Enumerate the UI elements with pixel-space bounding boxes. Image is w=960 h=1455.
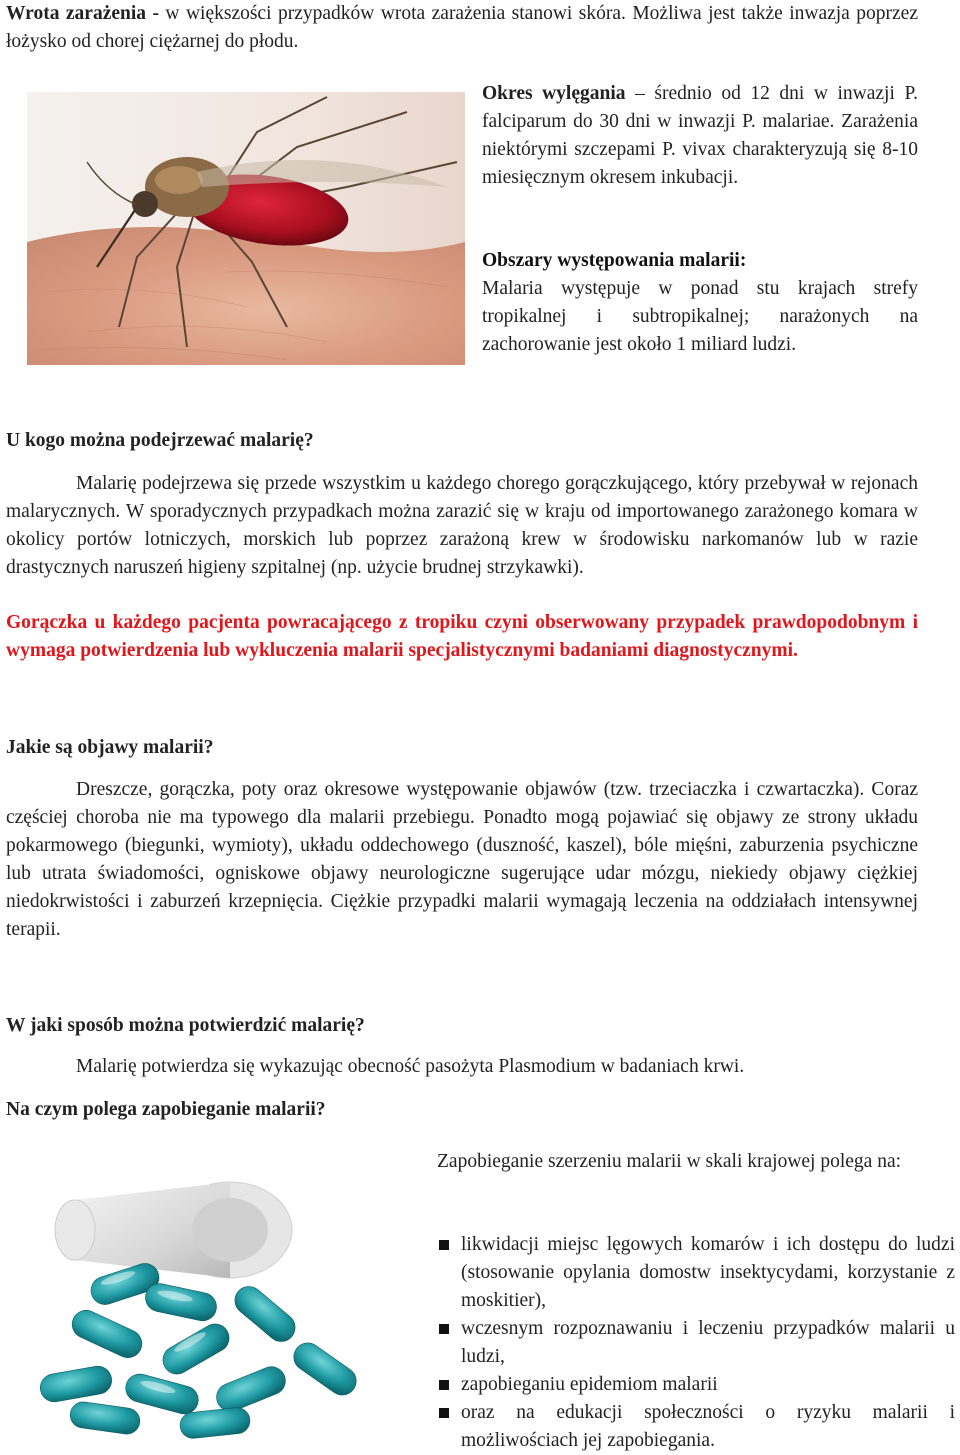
intro-label: Wrota zarażenia - — [6, 3, 159, 24]
intro-text: w większości przypadków wrota zarażenia stanowi skóra. Możliwa jest także inwazja poprzez łożysko od chorej ciężarnej do płodu. — [6, 3, 918, 52]
list-item: oraz na edukacji społeczności o ryzyku malarii i możliwościach jej zapobiegania. — [437, 1399, 955, 1455]
areas-section — [482, 247, 918, 359]
list-item: likwidacji miejsc lęgowych komarów i ich dostępu do ludzi (stosowanie opylania domostw insektycydami, korzystanie z moskitier), — [437, 1231, 955, 1315]
incubation-label: Okres wylęgania — [482, 83, 626, 104]
mosquito-photo — [27, 92, 465, 365]
suspect-warning: Gorączka u każdego pacjenta powracającego z tropiku czyni obserwowany przypadek prawdopodobnym i wymaga potwierdzenia lub wykluczenia malarii specjalistycznymi badaniami diagnostycznymi. — [6, 612, 918, 661]
prevention-heading: Na czym polega zapobieganie malarii? — [6, 1099, 326, 1120]
areas-heading: Obszary występowania malarii: — [482, 250, 747, 271]
symptoms-paragraph: Dreszcze, gorączka, poty oraz okresowe występowanie objawów (tzw. trzeciaczka i czwartaczka). Coraz częściej choroba nie ma typowego dla malarii przebiegu. Ponadto mogą pojawiać się objawy ze strony układu pokarmowego (biegunki, wymioty), układu oddechowego (duszność, kaszel), bóle mięśni, zaburzenia psychiczne lub utrata świadomości, ogniskowe objawy neurologiczne sugerujące udar mózgu, niekiedy objawy ciężkiej niedokrwistości i zaburzeń krzepnięcia. Ciężkie przypadki malarii wymagają leczenia na oddziałach intensywnej terapii. — [6, 779, 918, 940]
prevention-intro: Zapobieganie szerzeniu malarii w skali krajowej polega na: — [437, 1151, 902, 1172]
intro-paragraph — [6, 0, 918, 56]
list-item: wczesnym rozpoznawaniu i leczeniu przypadków malarii u ludzi, — [437, 1315, 955, 1371]
confirm-heading: W jaki sposób można potwierdzić malarię? — [6, 1015, 365, 1036]
areas-text: Malaria występuje w ponad stu krajach strefy tropikalnej i subtropikalnej; narażonych na zachorowanie jest około 1 miliard ludzi. — [482, 278, 918, 355]
prevention-list — [437, 1231, 955, 1455]
suspect-heading: U kogo można podejrzewać malarię? — [6, 430, 314, 451]
pills-photo — [30, 1170, 415, 1440]
list-item: zapobieganiu epidemiom malarii — [437, 1371, 955, 1399]
confirm-paragraph: Malarię potwierdza się wykazując obecność pasożyta Plasmodium w badaniach krwi. — [76, 1056, 745, 1077]
incubation-paragraph — [482, 80, 918, 192]
incubation-text: – średnio od 12 dni w inwazji P. falciparum do 30 dni w inwazji P. malariae. Zarażenia niektórymi szczepami P. vivax charakteryzują się 8-10 miesięcznym okresem inkubacji. — [482, 83, 919, 188]
suspect-paragraph: Malarię podejrzewa się przede wszystkim u każdego chorego gorączkującego, który przebywał w rejonach malarycznych. W sporadycznych przypadkach można zarazić się w kraju od importowanego zarażonego komara w okolicy portów lotniczych, morskich lub poprzez zarażoną krew w środowisku narkomanów lub w razie drastycznych naruszeń higieny szpitalnej (np. użycie brudnej strzykawki). — [6, 473, 918, 578]
symptoms-heading: Jakie są objawy malarii? — [6, 737, 214, 758]
